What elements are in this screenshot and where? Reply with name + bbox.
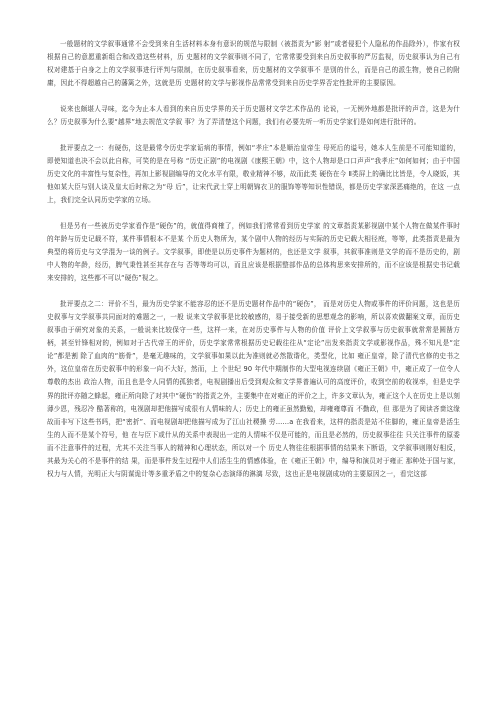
paragraph-gap: [47, 90, 460, 103]
paragraph-gap: [47, 285, 460, 298]
paragraph-4: 但是另有一些被历史学家看作是“硬伤”的，就值得商榷了，例如我们常常看到历史学家 的文章指责某影视剧中某个人物在做某件事时的年龄与历史记载不符，某件事情根本不是某 个历史人物所为，某个剧中人物的经历与实际的历史记载大相径庭，等等，此类指责是最为 典型的将历史与文学混为一谈的例子。文学叙事，即使是以历史事件为题材的，也还是文学 叙事，其叙事准则是文学的而不是历史的，剧中人物的年龄，经历，脾气秉性甚至其存在与 否等等均可以，而且应该是根据整部作品的总体构思来安排所的，而不应该是根据史书记载 来安排的，这些都不可以“硬伤”视之。: [47, 221, 460, 283]
paragraph-2: 说来也颇堪人寻味，迄今为止本人看到的来自历史学界的关于历史题材文学艺术作品的 论说，一无例外地都是批评的声音，这是为什么？历史叙事为什么要“越界”地去规范文学叙 事？为了弄清楚这个问题，我们有必要先听一听历史学家们是如何进行批评的。: [47, 104, 460, 127]
document-body: [47, 38, 460, 481]
paragraph-gap: [47, 129, 460, 142]
paragraph-1: 一般题材的文学叙事通常不会受到来自生活材料本身有意识的规范与限制（被指责为“影 射”或者侵犯个人隐私的作品除外），作家有权根据自己的意愿重新组合和改造这些材料，历 史题材的文学叙事则不同了，它常常要受到来自历史叙事的严厉监视，历史叙事认为自己有 权对建基于自身之上的文学叙事进行评判与限制，在历史叙事看来，历史题材的文学叙事不 是别的什么，而是自己的派生物，使自己的附庸，因此不得超越自己的藩篱之外，这就是历 史题材的文学与影视作品常常受到来自历史学界否定性批评的主要原因。: [47, 40, 460, 88]
paragraph-3: 批评要点之一：有硬伤，这是最常令历史学家诟病的事情，例如“孝庄”本是顺治皇帝生 母死后的谥号，她本人生前是不可能知道的，即使知道也决不会以此自称，可笑的是在号称 “历史正剧”的电视剧《康熙王朝》中，这个人物却是口口声声“我孝庄”如何如何；由于中国 历史文化的丰富性与复杂性，再加上影视剧编导的文化水平有限，敬业精神不够，故而此类 硬伤在今 Ⅱ类屏上的确比比皆是，令人晓饭，其他如某大臣与别人谈及皇太后时称之为“母 后”，让宋代武士穿上明朝锦衣卫的服饰等等知识性错误，都是历史学家深恶痛绝的，在这 一点上，我们完全认同历史学家的立场。: [47, 143, 460, 205]
paragraph-gap: [47, 207, 460, 220]
paragraph-5: 批评要点之二：评价不当，最为历史学家不能容忍的还不是历史题材作品中的“硬伤”， 而是对历史人物或事件的评价问题，这也是历史叙事与文学叙事共同面对的难题之一，一般 说来文学叙事是比较敏感的，易于接受新的思想观念的影响，所以喜欢做翻案文章，而历史 叙事由于研究对象的关系，一般说来比较保守一些，这样一来，在对历史事件与人物的价值 评价上文学叙事与历史叙事就常常是圆凿方柄，甚至针锋相对的，例如对于古代帝王的评价，历史学家常常根据历史记载往往从“定论”出发来指责文学或影视作品，殊不知凡是“定论”都是割 除了血肉的“筋骨”，是毫无趣味的，文学叙事如果以此为准则就必然散谐化，类型化，比如 雍正皇帝，除了清代官修的史书之外，这位皇帝在历史叙事中的形象一向不大好，然而，上 个世纪 90 年代中期制作的大型电视连续剧《雍正王朝》中，雍正成了一位令人尊敬的杰出 政治人物，而且也是令人同情的孤独者，电视剧播出后受到观众和文学界普遍认可的高度评价，收到空前的收视率，但是史学界的批评亦随之蜂起，雍正所向除了对其中“硬伤”的指责之外，主要集中在对雍正的评价之上，许多文章认为，雍正这个人在历史上是以刻薄少恩，残忍冷 酷著称的，电视剧却把他描写成很有人情味的人；历史上的雍正虽然勤勉，却雍雍尊而 不勤政，但 那是为了阅读吝啬这缘故而非写下这些书吗，把“密折”、而电视剧却把他描写成为了江山社稷操 劳……a 在我看来，这样的指责是站不住脚的，雍正皇帝是活生生的人而不是某个符号，他 在与臣下或什从的关系中表现出一定的人情味不仅是可能的，而且是必然的，历史叙事往往 只关注事件的原委而不注意事件的过程，尤其不关注当事人的精神和心理状态，所以对一个 历史人物往往根据事情的结果来下断语，文学叙事则刚好相反，其最为关心的不是事件的结 果，而是事件发生过程中人们活生生的情感体验，在《雍正王朝》中，编导和演员对于雍正 那种处于国与家，权力与人情，光明正大与阴谋诡计等多重矛盾之中的复杂心态演绎的淋漓 尽致，这也正是电视剧成功的主要原因之一，看完这部: [47, 299, 460, 479]
